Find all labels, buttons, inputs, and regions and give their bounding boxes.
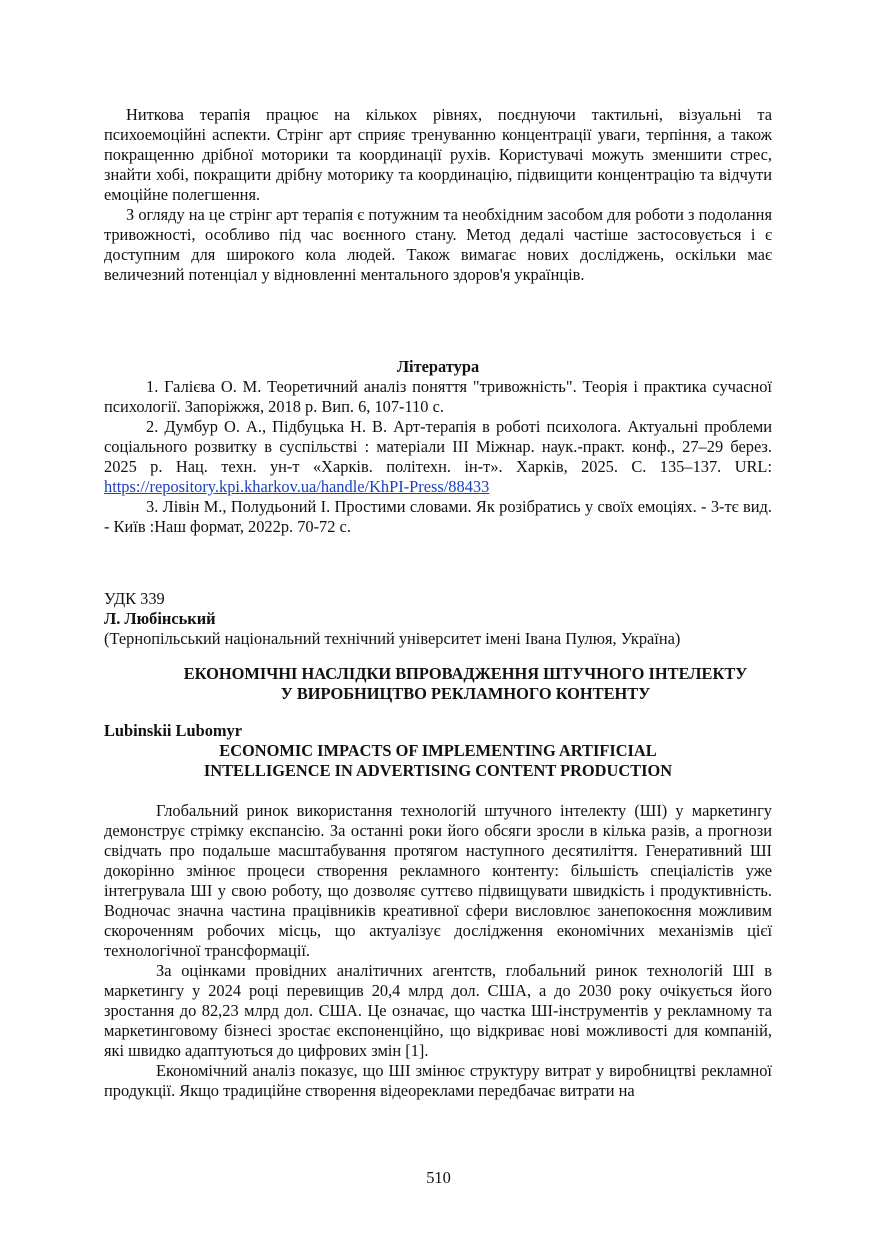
body-paragraph: Глобальний ринок використання технологій штучного інтелекту (ШІ) у маркетингу демонструє стрімку експансію. За останні роки його обсяги зросли в кілька разів, а прогнози свідчать про подальше масштабування протягом наступного десятиліття. Генеративний ШІ докорінно змінює процеси створення рекламного контенту: більшість спеціалістів уже інтегрувала ШІ у свою роботу, що дозволяє суттєво підвищувати швидкість і продуктивність. Водночас значна частина працівників креативної сфери висловлює занепокоєння можливим скороченням робочих місць, що актуалізує дослідження економічних механізмів цієї технологічної трансформації. (104, 801, 772, 960)
author-ua: Л. Любінський (104, 609, 216, 628)
spacer (104, 704, 772, 721)
body-paragraph: Ниткова терапія працює на кількох рівнях, поєднуючи тактильні, візуальні та психоемоційні аспекти. Стрінг арт сприяє тренуванню концентрації уваги, терпіння, а також покращенню дрібної моторики та координації рухів. Користувачі можуть зменшити стрес, знайти хобі, покращити дрібну моторику та координацію, підвищити концентрацію та відчути емоційне полегшення. (104, 105, 772, 204)
page-number: 510 (426, 1168, 451, 1187)
article-title-ua-line2: У ВИРОБНИЦТВО РЕКЛАМНОГО КОНТЕНТУ (280, 684, 651, 703)
page-content (104, 105, 772, 1101)
affiliation: (Тернопільський національний технічний університет імені Івана Пулюя, Україна) (104, 629, 681, 648)
author-en: Lubinskii Lubomyr (104, 721, 243, 740)
reference-item: 1. Галієва О. М. Теоретичний аналіз поняття "тривожність". Теорія і практика сучасної психології. Запоріжжя, 2018 р. Вип. 6, 107-110 с. (104, 377, 772, 416)
udc-code: УДК 339 (104, 589, 165, 608)
body-paragraph: За оцінками провідних аналітичних агентств, глобальний ринок технологій ШІ в маркетингу у 2024 році перевищив 20,4 млрд дол. США, а до 2030 року очікується його зростання до 82,23 млрд дол. США. Це означає, що частка ШІ-інструментів у рекламному та маркетинговому бізнесі зростає експоненційно, що відкриває нові можливості для компаній, які швидко адаптуються до цифрових змін [1]. (104, 961, 772, 1060)
reference-link[interactable]: https://repository.kpi.kharkov.ua/handle/KhPI-Press/88433 (104, 477, 490, 496)
article-title-en-line1: ECONOMIC IMPACTS OF IMPLEMENTING ARTIFICIAL (219, 741, 657, 760)
reference-item (104, 417, 772, 497)
references-heading: Література (396, 357, 480, 376)
body-paragraph: З огляду на це стрінг арт терапія є потужним та необхідним засобом для роботи з подолання тривожності, особливо під час воєнного стану. Метод дедалі частіше застосовується і є доступним для широкого кола людей. Також вимагає нових досліджень, оскільки має величезний потенціал у відновленні ментального здоров'я українців. (104, 205, 772, 284)
spacer (104, 781, 772, 801)
article-title-en-line2: INTELLIGENCE IN ADVERTISING CONTENT PRODUCTION (203, 761, 673, 780)
spacer (104, 649, 772, 664)
reference-text: 2. Думбур О. А., Підбуцька Н. В. Арт-терапія в роботі психолога. Актуальні проблеми соціального розвитку в суспільстві : матеріали ІІІ Міжнар. наук.-практ. конф., 27–29 берез. 2025 р. Нац. техн. ун-т «Харків. політехн. ін-т». Харків, 2025. С. 135–137. URL: (104, 417, 772, 476)
article-title-ua-line1: ЕКОНОМІЧНІ НАСЛІДКИ ВПРОВАДЖЕННЯ ШТУЧНОГО ІНТЕЛЕКТУ (183, 664, 748, 683)
spacer (104, 537, 772, 589)
reference-item: 3. Лівін М., Полудьоний І. Простими словами. Як розібратись у своїх емоціях. - 3-тє вид. - Київ :Наш формат, 2022р. 70-72 с. (104, 497, 772, 536)
body-paragraph: Економічний аналіз показує, що ШІ змінює структуру витрат у виробництві рекламної продукції. Якщо традиційне створення відеореклами передбачає витрати на (104, 1061, 772, 1100)
spacer (104, 285, 772, 357)
